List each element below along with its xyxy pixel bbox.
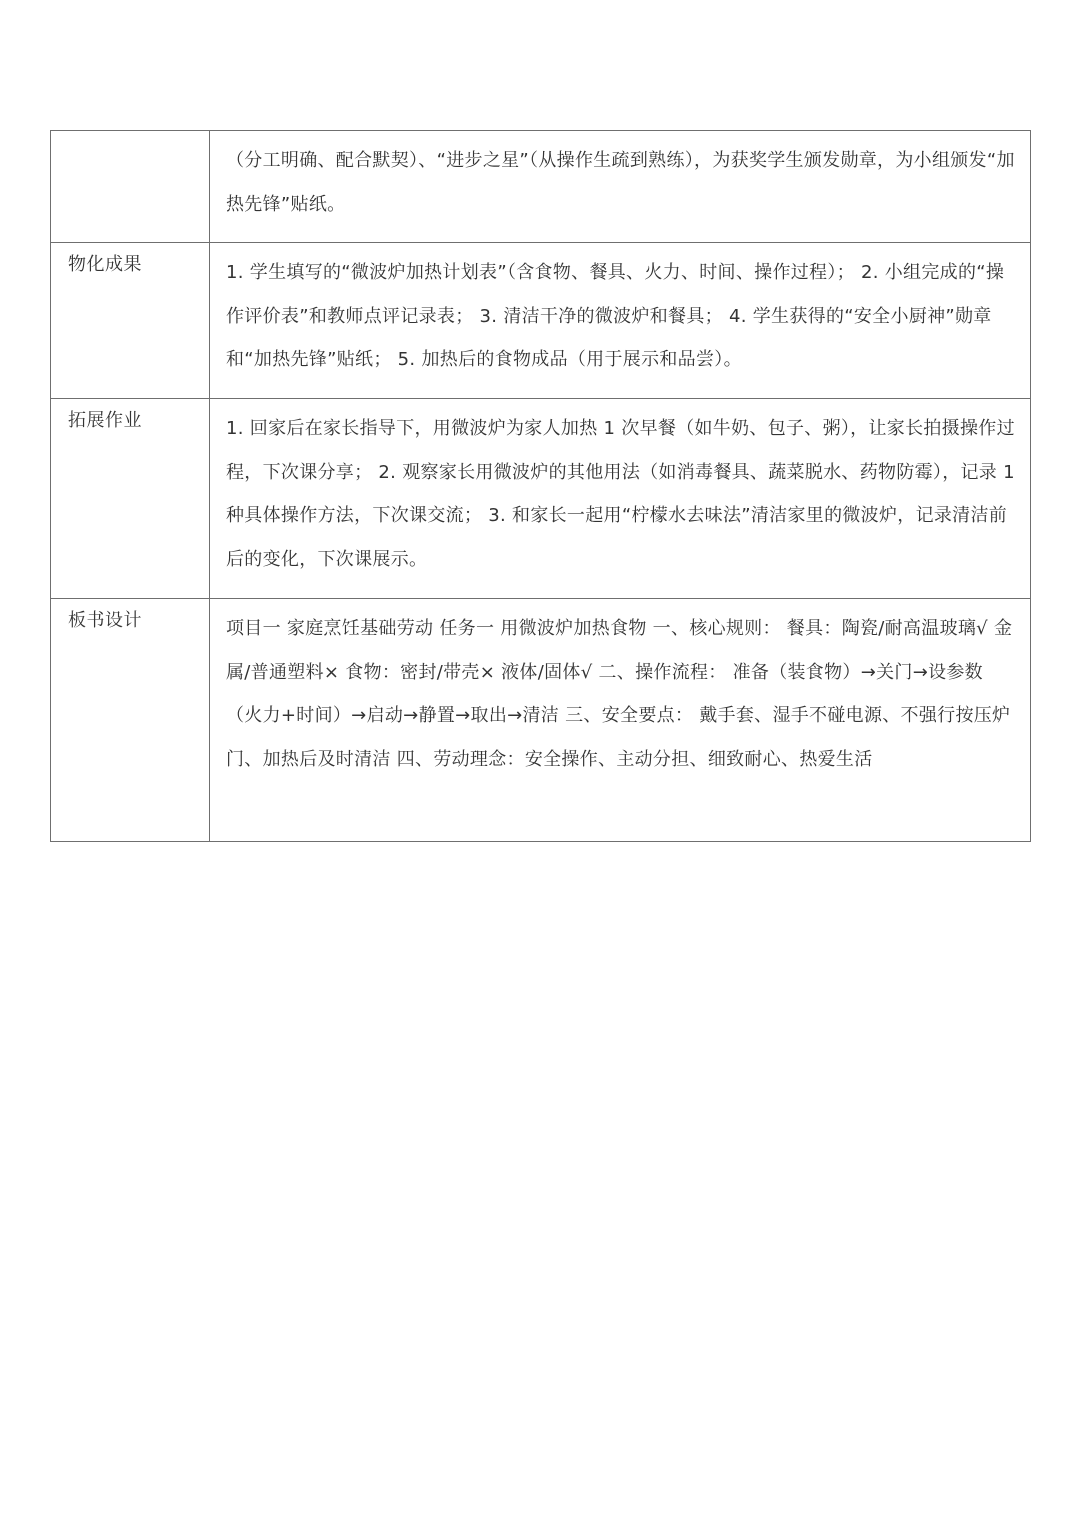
row-content: 1. 学生填写的“微波炉加热计划表”（含食物、餐具、火力、时间、操作过程）； 2. 小组完成的“操作评价表”和教师点评记录表； 3. 清洁干净的微波炉和餐具； 4. 学生获得的“安全小厨神”勋章和“加热先锋”贴纸； 5. 加热后的食物成品（用于展示和品尝）。 xyxy=(210,243,1031,399)
row-content: （分工明确、配合默契）、“进步之星”（从操作生疏到熟练），为获奖学生颁发勋章，为小组颁发“加热先锋”贴纸。 xyxy=(210,131,1031,243)
row-content: 项目一 家庭烹饪基础劳动 任务一 用微波炉加热食物 一、核心规则： 餐具：陶瓷/耐高温玻璃√ 金属/普通塑料× 食物：密封/带壳× 液体/固体√ 二、操作流程： 准备（装食物）→关门→设参数（火力+时间）→启动→静置→取出→清洁 三、安全要点： 戴手套、湿手不碰电源、不强行按压炉门、加热后及时清洁 四、劳动理念：安全操作、主动分担、细致耐心、热爱生活 xyxy=(210,599,1031,842)
table-row xyxy=(51,399,1031,599)
row-label: 物化成果 xyxy=(51,243,210,399)
table-row xyxy=(51,599,1031,842)
row-content: 1. 回家后在家长指导下，用微波炉为家人加热 1 次早餐（如牛奶、包子、粥），让家长拍摄操作过程，下次课分享； 2. 观察家长用微波炉的其他用法（如消毒餐具、蔬菜脱水、药物防霉），记录 1 种具体操作方法，下次课交流； 3. 和家长一起用“柠檬水去味法”清洁家里的微波炉，记录清洁前后的变化，下次课展示。 xyxy=(210,399,1031,599)
table-row xyxy=(51,131,1031,243)
row-label: 拓展作业 xyxy=(51,399,210,599)
row-label xyxy=(51,131,210,243)
row-label: 板书设计 xyxy=(51,599,210,842)
lesson-plan-table xyxy=(50,130,1031,842)
table-row xyxy=(51,243,1031,399)
